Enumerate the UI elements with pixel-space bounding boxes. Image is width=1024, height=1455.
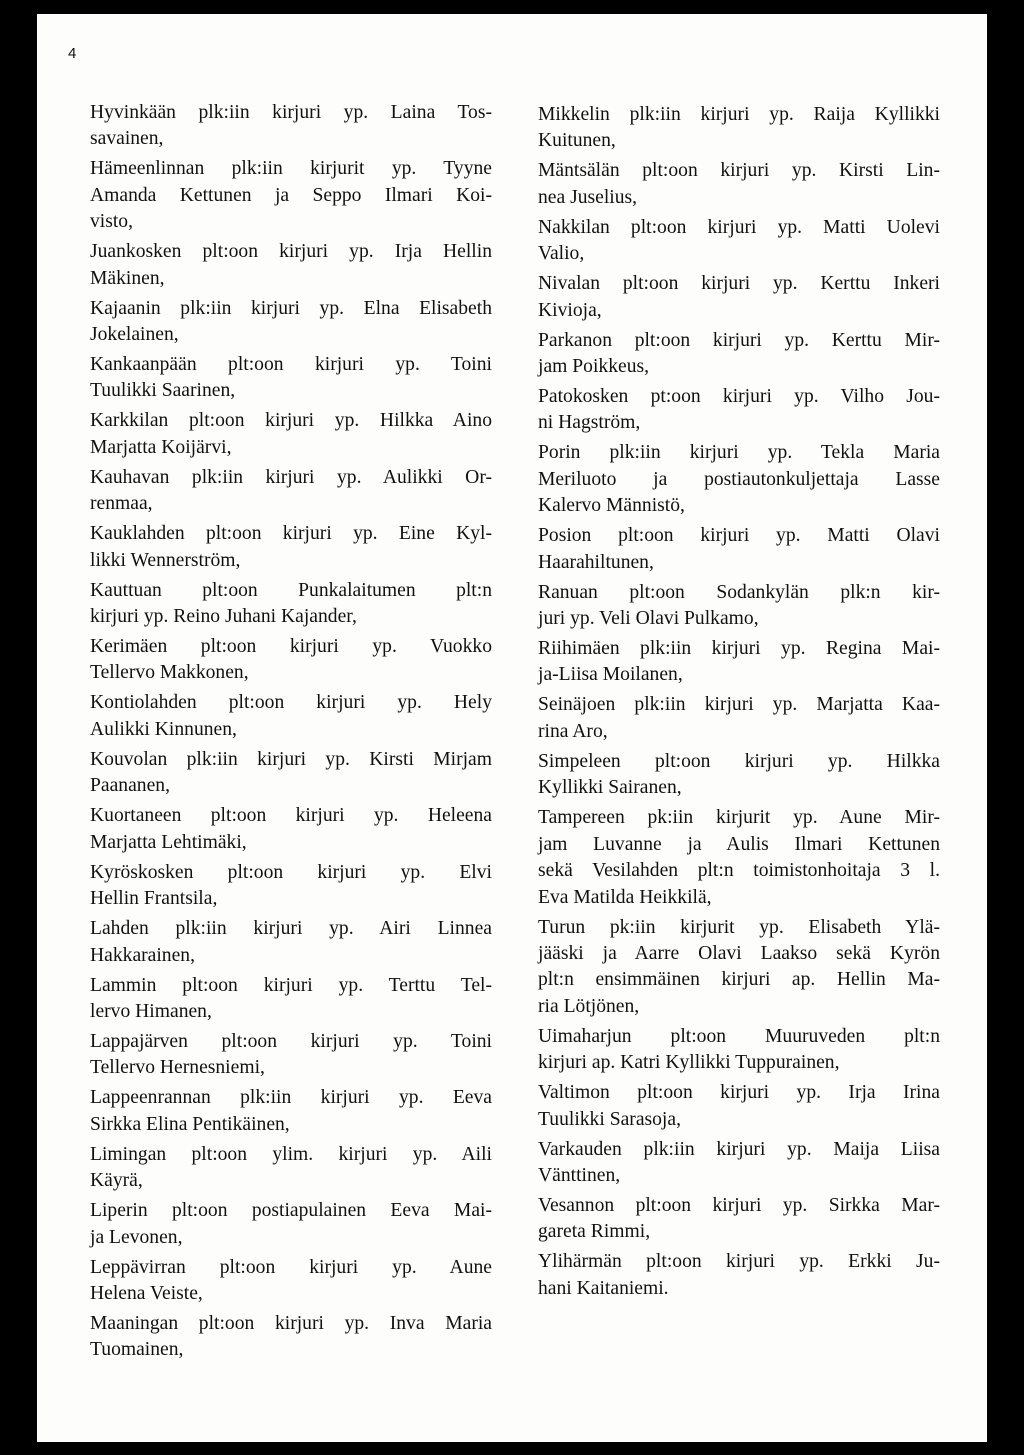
list-entry <box>90 690 492 743</box>
list-entry <box>538 384 940 437</box>
entry-line: kirjuri yp. Reino Juhani Kajander, <box>90 606 357 628</box>
entry-line: Kauhavan plk:iin kirjuri yp. Aulikki Or- <box>90 466 492 488</box>
entry-line: gareta Rimmi, <box>538 1221 651 1243</box>
entry-line: Haarahiltunen, <box>538 551 654 573</box>
entry-line: lervo Himanen, <box>90 1000 212 1022</box>
list-entry <box>90 465 492 518</box>
list-entry <box>90 100 492 153</box>
entry-line: Vesannon plt:oon kirjuri yp. Sirkka Mar- <box>538 1194 940 1216</box>
entry-line: Eva Matilda Heikkilä, <box>538 886 712 908</box>
list-entry <box>90 916 492 969</box>
entry-line: Kajaanin plk:iin kirjuri yp. Elna Elisabeth <box>90 297 492 319</box>
list-entry <box>538 215 940 268</box>
list-entry <box>90 973 492 1026</box>
entry-line: Tuomainen, <box>90 1339 184 1361</box>
list-entry <box>538 328 940 381</box>
list-entry <box>538 1080 940 1133</box>
list-entry <box>90 1311 492 1364</box>
entry-line: savainen, <box>90 128 164 150</box>
entry-line: Amanda Kettunen ja Seppo Ilmari Koi- <box>90 184 492 206</box>
entry-line: Vänttinen, <box>538 1164 621 1186</box>
entry-line: Kontiolahden plt:oon kirjuri yp. Hely <box>90 692 492 714</box>
entry-line: Kauttuan plt:oon Punkalaitumen plt:n <box>90 579 492 601</box>
list-entry <box>90 1255 492 1308</box>
entry-line: rina Aro, <box>538 720 608 742</box>
entry-line: visto, <box>90 211 134 233</box>
entry-line: Hakkarainen, <box>90 944 195 966</box>
list-entry <box>538 523 940 576</box>
list-entry <box>90 803 492 856</box>
entry-line: Mäkinen, <box>90 267 165 289</box>
entry-line: Jokelainen, <box>90 324 179 346</box>
entry-line: Valio, <box>538 243 585 265</box>
document-page <box>37 14 987 1442</box>
entry-line: Tampereen pk:iin kirjurit yp. Aune Mir- <box>538 807 940 829</box>
entry-line: Parkanon plt:oon kirjuri yp. Kerttu Mir- <box>538 329 940 351</box>
entry-line: nea Juselius, <box>538 186 638 208</box>
list-entry <box>538 271 940 324</box>
entry-line: Käyrä, <box>90 1170 143 1192</box>
list-entry <box>90 578 492 631</box>
entry-line: Tellervo Hernesniemi, <box>90 1057 265 1079</box>
entry-line: kirjuri ap. Katri Kyllikki Tuppurainen, <box>538 1052 840 1074</box>
entry-line: Mikkelin plk:iin kirjuri yp. Raija Kyllikki <box>538 104 940 125</box>
entry-line: plt:n ensimmäinen kirjuri ap. Hellin Ma- <box>538 969 940 991</box>
entry-line: Tellervo Makkonen, <box>90 662 249 684</box>
entry-line: Hyvinkään plk:iin kirjuri yp. Laina Tos- <box>90 102 492 123</box>
list-entry <box>90 521 492 574</box>
entry-line: Helena Veiste, <box>90 1282 203 1304</box>
entry-line: Nakkilan plt:oon kirjuri yp. Matti Uolevi <box>538 216 940 238</box>
entry-line: Lappeenrannan plk:iin kirjuri yp. Eeva <box>90 1087 492 1109</box>
entry-line: Ylihärmän plt:oon kirjuri yp. Erkki Ju- <box>538 1251 940 1273</box>
list-entry <box>538 636 940 689</box>
entry-line: renmaa, <box>90 493 153 515</box>
entry-line: Lammin plt:oon kirjuri yp. Terttu Tel- <box>90 974 492 996</box>
list-entry <box>90 1085 492 1138</box>
page-number: 4 <box>68 45 77 62</box>
entry-line: Riihimäen plk:iin kirjuri yp. Regina Mai- <box>538 638 940 660</box>
entry-line: sekä Vesilahden plt:n toimistonhoitaja 3 l. <box>538 860 940 882</box>
entry-line: Kouvolan plk:iin kirjuri yp. Kirsti Mirjam <box>90 748 492 770</box>
entry-line: Varkauden plk:iin kirjuri yp. Maija Liisa <box>538 1138 940 1160</box>
entry-line: Kyllikki Sairanen, <box>538 777 682 799</box>
entry-line: Hämeenlinnan plk:iin kirjurit yp. Tyyne <box>90 158 492 180</box>
entry-line: Kauklahden plt:oon kirjuri yp. Eine Kyl- <box>90 523 492 545</box>
list-entry <box>538 440 940 519</box>
entry-line: Limingan plt:oon ylim. kirjuri yp. Aili <box>90 1143 492 1165</box>
entry-line: Tuulikki Sarasoja, <box>538 1108 681 1130</box>
list-entry <box>90 747 492 800</box>
entry-line: Tuulikki Saarinen, <box>90 380 236 402</box>
entry-line: Posion plt:oon kirjuri yp. Matti Olavi <box>538 525 940 547</box>
entry-line: Ranuan plt:oon Sodankylän plk:n kir- <box>538 581 940 603</box>
list-entry <box>538 805 940 911</box>
list-entry <box>90 239 492 292</box>
list-entry <box>90 1142 492 1195</box>
entry-line: Kivioja, <box>538 299 602 321</box>
list-entry <box>90 860 492 913</box>
entry-line: Meriluoto ja postiautonkuljettaja Lasse <box>538 468 940 490</box>
entry-line: Juankosken plt:oon kirjuri yp. Irja Hellin <box>90 241 492 263</box>
entry-line: Mäntsälän plt:oon kirjuri yp. Kirsti Lin- <box>538 160 940 182</box>
list-entry <box>90 1029 492 1082</box>
list-entry <box>538 1193 940 1246</box>
entry-line: likki Wennerström, <box>90 549 241 571</box>
entry-line: ja Levonen, <box>90 1226 183 1248</box>
entry-line: Kuortaneen plt:oon kirjuri yp. Heleena <box>90 805 492 827</box>
entry-line: Patokosken pt:oon kirjuri yp. Vilho Jou- <box>538 386 940 408</box>
list-entry <box>538 1137 940 1190</box>
list-entry <box>90 156 492 235</box>
entry-line: Kerimäen plt:oon kirjuri yp. Vuokko <box>90 636 492 658</box>
entry-line: Lahden plk:iin kirjuri yp. Airi Linnea <box>90 918 492 940</box>
list-entry <box>90 1198 492 1251</box>
entry-line: Sirkka Elina Pentikäinen, <box>90 1113 290 1135</box>
entry-line: Seinäjoen plk:iin kirjuri yp. Marjatta Kaa- <box>538 694 940 716</box>
entry-line: jam Poikkeus, <box>538 356 650 378</box>
entry-line: juri yp. Veli Olavi Pulkamo, <box>538 608 759 630</box>
right-column <box>538 102 940 1306</box>
list-entry <box>538 749 940 802</box>
entry-line: Turun pk:iin kirjurit yp. Elisabeth Ylä- <box>538 916 940 938</box>
entry-line: Marjatta Koijärvi, <box>90 436 232 458</box>
list-entry <box>538 580 940 633</box>
entry-line: hani Kaitaniemi. <box>538 1277 669 1299</box>
entry-line: Nivalan plt:oon kirjuri yp. Kerttu Inkeri <box>538 273 940 295</box>
list-entry <box>538 102 940 155</box>
list-entry <box>538 1024 940 1077</box>
entry-line: jääski ja Aarre Olavi Laakso sekä Kyrön <box>538 942 940 964</box>
entry-line: Leppävirran plt:oon kirjuri yp. Aune <box>90 1256 492 1278</box>
entry-line: Lappajärven plt:oon kirjuri yp. Toini <box>90 1030 492 1052</box>
entry-line: Porin plk:iin kirjuri yp. Tekla Maria <box>538 442 940 464</box>
list-entry <box>538 692 940 745</box>
list-entry <box>538 915 940 1021</box>
list-entry <box>90 408 492 461</box>
entry-line: ni Hagström, <box>538 412 641 434</box>
list-entry <box>90 352 492 405</box>
list-entry <box>538 158 940 211</box>
entry-line: Aulikki Kinnunen, <box>90 718 237 740</box>
entry-line: Kuitunen, <box>538 130 616 152</box>
left-column <box>90 100 492 1367</box>
list-entry <box>90 296 492 349</box>
entry-line: Maaningan plt:oon kirjuri yp. Inva Maria <box>90 1312 492 1334</box>
list-entry <box>90 634 492 687</box>
entry-line: jam Luvanne ja Aulis Ilmari Kettunen <box>538 833 940 855</box>
entry-line: Liperin plt:oon postiapulainen Eeva Mai- <box>90 1200 492 1222</box>
entry-line: Simpeleen plt:oon kirjuri yp. Hilkka <box>538 750 940 772</box>
entry-line: Kalervo Männistö, <box>538 495 685 517</box>
entry-line: ria Lötjönen, <box>538 995 640 1017</box>
entry-line: ja-Liisa Moilanen, <box>538 664 683 686</box>
entry-line: Uimaharjun plt:oon Muuruveden plt:n <box>538 1025 940 1047</box>
entry-line: Karkkilan plt:oon kirjuri yp. Hilkka Aino <box>90 410 492 432</box>
entry-line: Kyröskosken plt:oon kirjuri yp. Elvi <box>90 861 492 883</box>
entry-line: Paananen, <box>90 775 170 797</box>
entry-line: Marjatta Lehtimäki, <box>90 831 247 853</box>
entry-line: Hellin Frantsila, <box>90 888 218 910</box>
entry-line: Kankaanpään plt:oon kirjuri yp. Toini <box>90 354 492 376</box>
list-entry <box>538 1249 940 1302</box>
entry-line: Valtimon plt:oon kirjuri yp. Irja Irina <box>538 1082 940 1104</box>
